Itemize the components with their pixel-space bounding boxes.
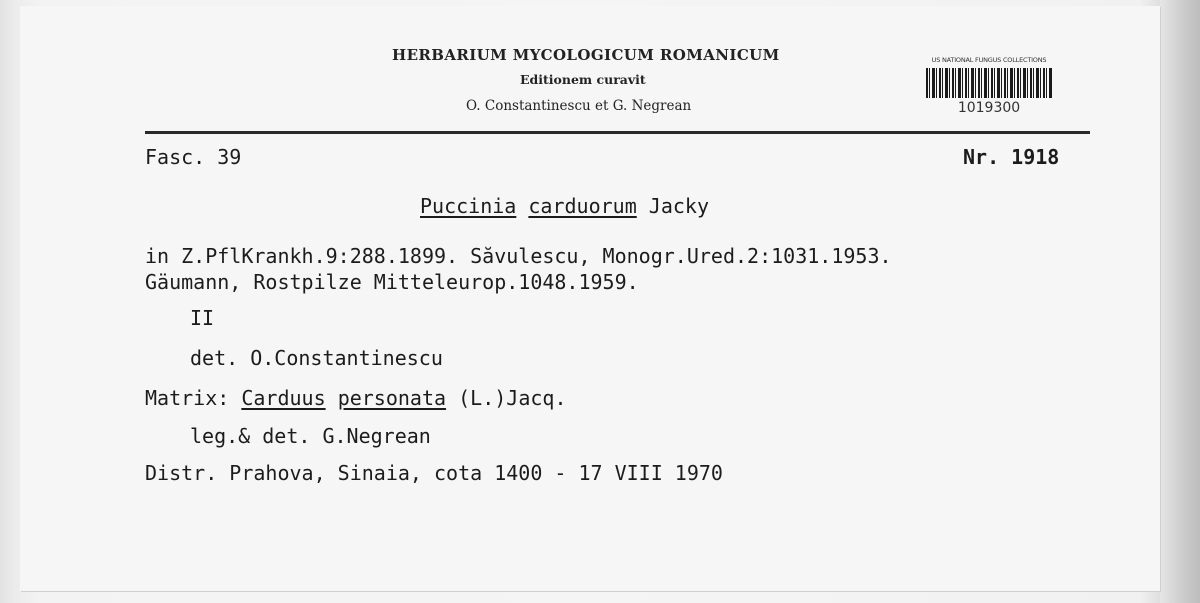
fascicle: Fasc. 39 — [145, 145, 242, 169]
species-genus: Puccinia — [420, 194, 517, 218]
barcode-caption: US NATIONAL FUNGUS COLLECTIONS — [931, 56, 1047, 64]
species-name — [420, 194, 709, 218]
barcode-icon — [926, 68, 1052, 98]
header-title: HERBARIUM MYCOLOGICUM ROMANICUM — [392, 46, 780, 64]
barcode-label — [918, 56, 1060, 118]
matrix-epithet: personata — [337, 386, 447, 410]
reference-line-1: in Z.PflKrankh.9:288.1899. Săvulescu, Monogr.Ured.2:1031.1953. — [145, 244, 892, 268]
determiner: det. O.Constantinescu — [190, 346, 443, 370]
species-epithet: carduorum — [528, 194, 637, 218]
specimen-number: Nr. 1918 — [963, 145, 1060, 169]
header-divider — [145, 131, 1090, 134]
header-editors: O. Constantinescu et G. Negrean — [466, 98, 692, 114]
matrix-label: Matrix: — [145, 386, 230, 410]
header-subtitle: Editionem curavit — [520, 72, 646, 87]
matrix-author: (L.)Jacq. — [458, 386, 567, 410]
sheet-edge — [1160, 0, 1200, 603]
collector: leg.& det. G.Negrean — [190, 424, 431, 448]
species-author: Jacky — [648, 194, 710, 218]
reference-line-2: Gäumann, Rostpilze Mitteleurop.1048.1959. — [145, 270, 639, 294]
matrix-line — [145, 386, 566, 410]
barcode-number: 1019300 — [957, 100, 1021, 116]
matrix-genus: Carduus — [241, 386, 326, 410]
spore-stage: II — [190, 306, 215, 330]
locality: Distr. Prahova, Sinaia, cota 1400 - 17 VIII 1970 — [145, 461, 723, 485]
